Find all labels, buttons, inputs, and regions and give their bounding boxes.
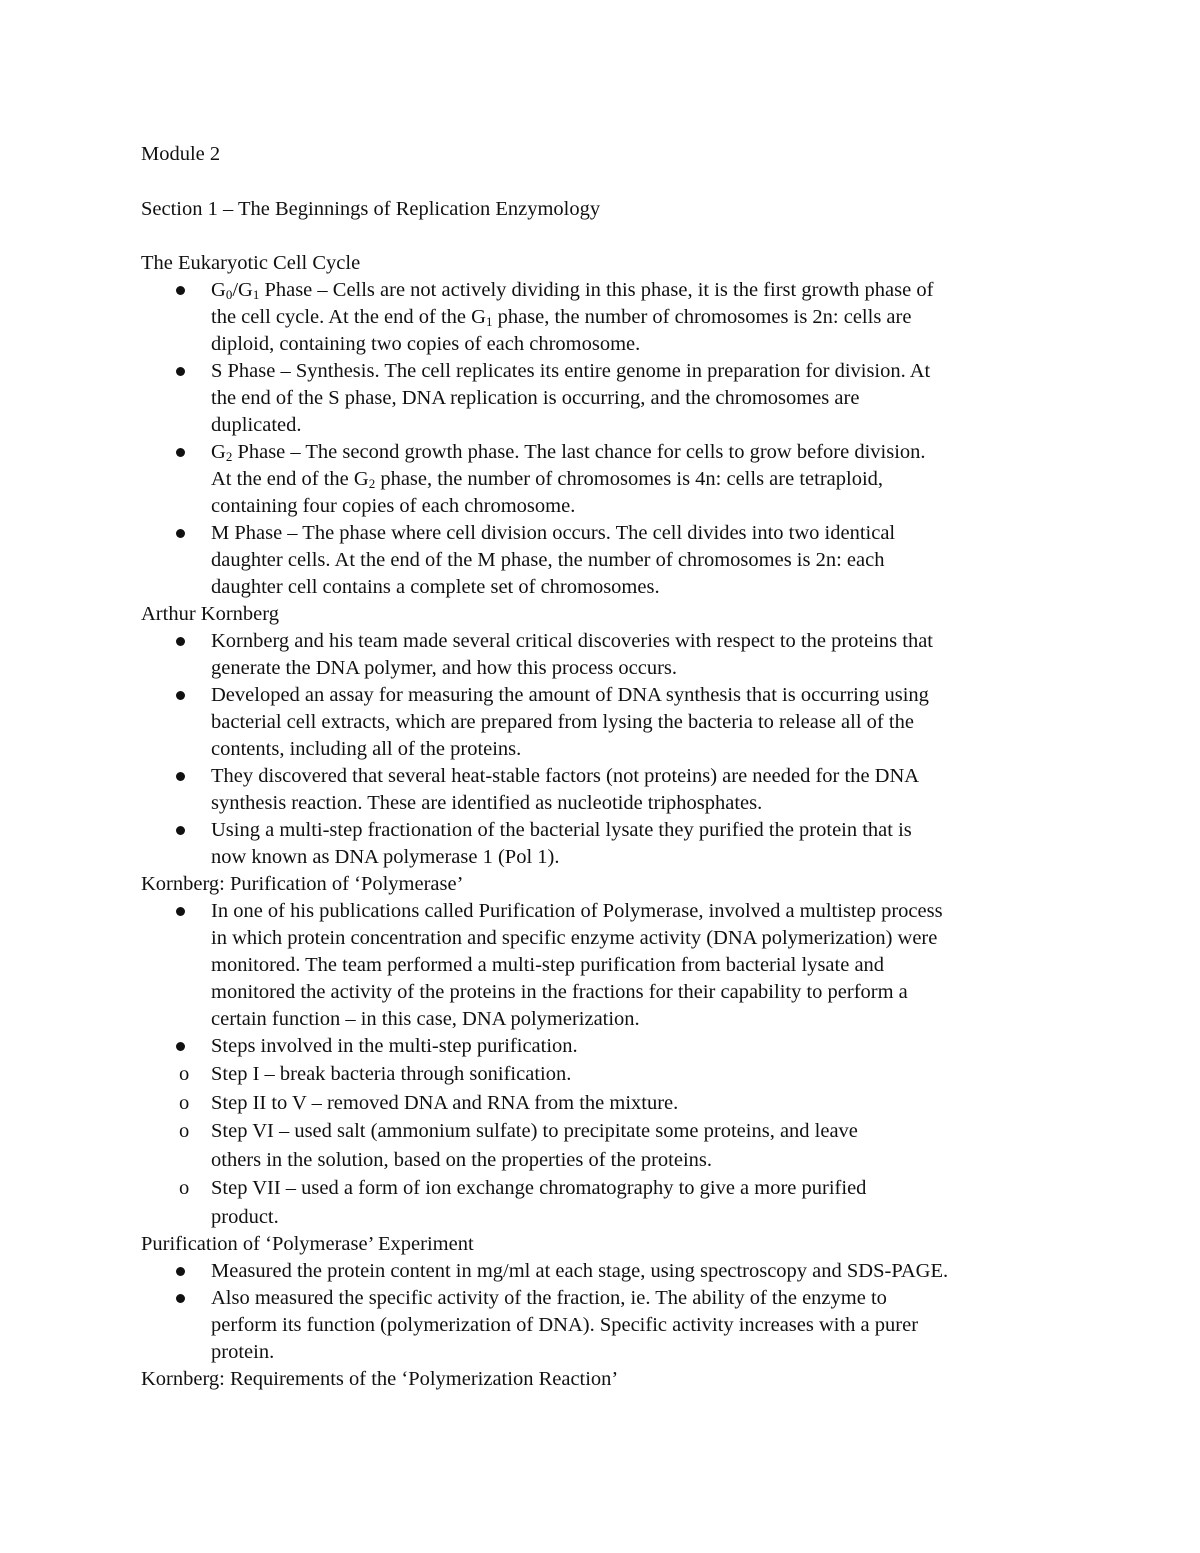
list-item — [141, 1258, 1071, 1285]
text-line: perform its function (polymerization of DNA). Specific activity increases with a purer — [211, 1314, 919, 1336]
g1-line-1: $G_0/G_1$ Phase – Cells are not actively dividing in this phase, it is the first growth phase of — [211, 279, 934, 302]
g2-line-2: At the end of the $G_2$ phase, the number of chromosomes is 4n: cells are tetraploid, — [211, 468, 884, 491]
text-line: product. — [211, 1205, 279, 1228]
text-line: Step I – break bacteria through sonification. — [211, 1063, 572, 1085]
text-line: Using a multi-step fractionation of the bacterial lysate they purified the protein that is — [211, 819, 912, 841]
text-line: Kornberg and his team made several critical discoveries with respect to the proteins that — [211, 630, 934, 652]
g1-line-2: the cell cycle. At the end of the $G_1$ phase, the number of chromosomes is 2n: cells are — [211, 306, 912, 329]
text-line: Step VII – used a form of ion exchange chromatography to give a more purified — [211, 1177, 867, 1199]
text-line: They discovered that several heat-stable factors (not proteins) are needed for the DNA — [211, 765, 920, 787]
s-line-2: the end of the S phase, DNA replication is occurring, and the chromosomes are — [211, 387, 860, 409]
m-line-1: M Phase – The phase where cell division occurs. The cell divides into two identical — [211, 522, 896, 544]
text-line: Step VI – used salt (ammonium sulfate) to precipitate some proteins, and leave — [211, 1120, 858, 1142]
purification-steps — [141, 1060, 1071, 1231]
list-item — [141, 898, 1071, 1033]
list-item — [141, 358, 1071, 439]
kornberg-list — [141, 628, 1071, 871]
sub-list-item — [141, 1174, 1071, 1231]
text-line: Measured the protein content in mg/ml at each stage, using spectroscopy and SDS-PAGE. — [211, 1260, 949, 1282]
list-item — [141, 1033, 1071, 1060]
s-line-1: S Phase – Synthesis. The cell replicates its entire genome in preparation for division. At — [211, 360, 931, 382]
list-item — [141, 277, 1071, 358]
text-line: now known as DNA polymerase 1 (Pol 1). — [211, 846, 560, 868]
text-line: certain function – in this case, DNA polymerization. — [211, 1008, 640, 1030]
g2-line-1: $G_2$ Phase – The second growth phase. The last chance for cells to grow before division. — [211, 441, 926, 464]
m-line-3: daughter cell contains a complete set of chromosomes. — [211, 576, 660, 598]
experiment-heading: Purification of ‘Polymerase’ Experiment — [141, 1233, 474, 1255]
section-title: Section 1 – The Beginnings of Replication Enzymology — [141, 198, 601, 220]
list-item — [141, 1285, 1071, 1366]
module-title: Module 2 — [141, 143, 221, 165]
sub-list-item — [141, 1089, 1071, 1118]
g2-line-3: containing four copies of each chromosome. — [211, 495, 576, 517]
text-line: generate the DNA polymer, and how this process occurs. — [211, 657, 677, 679]
cell-cycle-heading: The Eukaryotic Cell Cycle — [141, 252, 361, 274]
list-item — [141, 520, 1071, 601]
circle-bullet-icon: o — [179, 1063, 190, 1085]
text-line: protein. — [211, 1341, 275, 1363]
kornberg-heading: Arthur Kornberg — [141, 603, 279, 625]
list-item — [141, 439, 1071, 520]
list-item — [141, 682, 1071, 763]
circle-bullet-icon: o — [179, 1091, 190, 1114]
text-line: in which protein concentration and specific enzyme activity (DNA polymerization) were — [211, 927, 938, 949]
cell-cycle-list — [141, 277, 1071, 601]
s-line-3: duplicated. — [211, 414, 302, 436]
purification-heading: Kornberg: Purification of ‘Polymerase’ — [141, 873, 464, 895]
text-line: In one of his publications called Purification of Polymerase, involved a multistep process — [211, 900, 943, 922]
text-line: monitored. The team performed a multi-step purification from bacterial lysate and — [211, 954, 885, 976]
sub-list-item — [141, 1060, 1071, 1089]
text-line: bacterial cell extracts, which are prepared from lysing the bacteria to release all of the — [211, 711, 914, 733]
sub-list-item — [141, 1117, 1071, 1174]
text-line: synthesis reaction. These are identified as nucleotide triphosphates. — [211, 792, 763, 814]
m-line-2: daughter cells. At the end of the M phase, the number of chromosomes is 2n: each — [211, 549, 885, 571]
list-item — [141, 763, 1071, 817]
circle-bullet-icon: o — [179, 1177, 190, 1199]
list-item — [141, 817, 1071, 871]
list-item — [141, 628, 1071, 682]
text-line: contents, including all of the proteins. — [211, 738, 522, 760]
document-page — [141, 141, 1071, 1393]
text-line: Developed an assay for measuring the amount of DNA synthesis that is occurring using — [211, 684, 929, 706]
requirements-heading: Kornberg: Requirements of the ‘Polymerization Reaction’ — [141, 1368, 619, 1390]
text-line: Steps involved in the multi-step purification. — [211, 1035, 578, 1057]
text-line: monitored the activity of the proteins in the fractions for their capability to perform a — [211, 981, 908, 1003]
text-line: Also measured the specific activity of the fraction, ie. The ability of the enzyme to — [211, 1287, 887, 1309]
experiment-list — [141, 1258, 1071, 1366]
text-line: others in the solution, based on the properties of the proteins. — [211, 1148, 713, 1171]
purification-list — [141, 898, 1071, 1060]
g1-line-3: diploid, containing two copies of each chromosome. — [211, 333, 641, 355]
circle-bullet-icon: o — [179, 1120, 190, 1142]
text-line: Step II to V – removed DNA and RNA from the mixture. — [211, 1091, 679, 1114]
